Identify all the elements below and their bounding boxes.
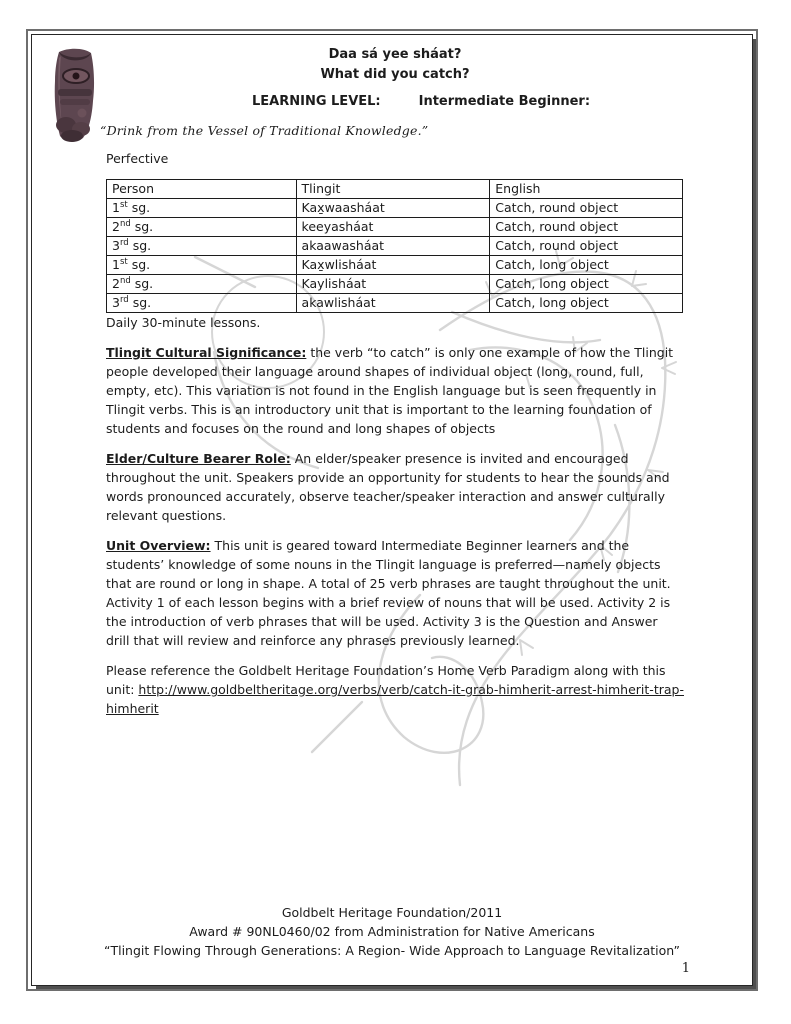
reference-text: Please reference the Goldbelt Heritage Foundation’s Home Verb Paradigm along with this unit: [106, 663, 666, 697]
person-cell: 3rd sg. [107, 294, 297, 313]
english-cell: Catch, round object [490, 199, 683, 218]
section-heading: Tlingit Cultural Significance: [106, 345, 307, 360]
table-row [107, 275, 683, 294]
page-footer [72, 903, 712, 977]
footer-award: Award # 90NL0460/02 from Administration for Native Americans [189, 924, 595, 939]
column-header-english: English [490, 180, 683, 199]
english-cell: Catch, long object [490, 294, 683, 313]
tlingit-cell: Kax̱wlisháat [296, 256, 490, 275]
section-elder-culture-bearer-role [106, 449, 684, 525]
reference-paragraph [106, 661, 684, 718]
person-cell: 3rd sg. [107, 237, 297, 256]
english-cell: Catch, round object [490, 237, 683, 256]
page-content [100, 45, 684, 718]
totem-artifact-image [51, 46, 99, 147]
table-row [107, 199, 683, 218]
english-cell: Catch, round object [490, 218, 683, 237]
section-body: This unit is geared toward Intermediate Beginner learners and the students’ knowledge of some nouns in the Tlingit language is preferred—namely objects that are round or long in shape. A total of 25 verb phrases are taught throughout the unit. Activity 1 of each lesson begins with a brief review of nouns that will be used. Activity 2 is the introduction of verb phrases that will be used. Activity 3 is the Question and Answer drill that will review and reinforce any phrases previously learned. [106, 538, 671, 648]
verb-paradigm-link[interactable]: http://www.goldbeltheritage.org/verbs/verb/catch-it-grab-himherit-arrest-himherit-trap-himherit [106, 682, 684, 716]
tlingit-cell: Kax̱waasháat [296, 199, 490, 218]
title-tlingit: Daa sá yee sháat? [328, 47, 462, 62]
footer-organization: Goldbelt Heritage Foundation/2011 [281, 905, 503, 920]
person-cell: 2nd sg. [107, 275, 297, 294]
learning-level-row [252, 94, 684, 109]
section-heading: Unit Overview: [106, 538, 211, 553]
person-cell: 2nd sg. [107, 218, 297, 237]
section-label-perfective: Perfective [106, 151, 169, 166]
english-cell: Catch, long object [490, 256, 683, 275]
page-border-frame [31, 34, 753, 986]
motto-quote: “Drink from the Vessel of Traditional Knowledge.” [100, 123, 429, 138]
title-block [106, 45, 684, 85]
section-unit-overview [106, 536, 684, 650]
person-cell: 1st sg. [107, 199, 297, 218]
footer-project-title: “Tlingit Flowing Through Generations: A Region- Wide Approach to Language Revitalization” [103, 943, 680, 958]
tlingit-cell: keeyasháat [296, 218, 490, 237]
totem-carving-icon [51, 46, 99, 147]
title-english: What did you catch? [320, 67, 470, 82]
learning-level-label: LEARNING LEVEL: [252, 94, 381, 109]
table-header-row [107, 180, 683, 199]
tlingit-cell: akawlisháat [296, 294, 490, 313]
english-cell: Catch, long object [490, 275, 683, 294]
learning-level-value: Intermediate Beginner: [418, 94, 591, 109]
section-body: An elder/speaker presence is invited and encouraged throughout the unit. Speakers provide an opportunity for students to hear the sounds and words pronounced accurately, observe teacher/speaker interaction and answer culturally relevant questions. [106, 451, 670, 523]
column-header-person: Person [107, 180, 297, 199]
section-heading: Elder/Culture Bearer Role: [106, 451, 291, 466]
table-row [107, 256, 683, 275]
person-cell: 1st sg. [107, 256, 297, 275]
tlingit-cell: Kaylisháat [296, 275, 490, 294]
page-number: 1 [681, 961, 690, 976]
column-header-tlingit: Tlingit [296, 180, 490, 199]
table-row [107, 294, 683, 313]
section-cultural-significance [106, 343, 684, 438]
section-body: the verb “to catch” is only one example of how the Tlingit people developed their language around shapes of individual object (long, round, full, empty, etc). This variation is not found in the English language but is seen frequently in Tlingit verbs. This is an introductory unit that is important to the learning foundation of students and focuses on the round and long shapes of objects [106, 345, 674, 436]
tlingit-cell: akaawasháat [296, 237, 490, 256]
table-row [107, 237, 683, 256]
verb-paradigm-table [106, 179, 683, 313]
table-row [107, 218, 683, 237]
lessons-note: Daily 30-minute lessons. [106, 315, 261, 330]
